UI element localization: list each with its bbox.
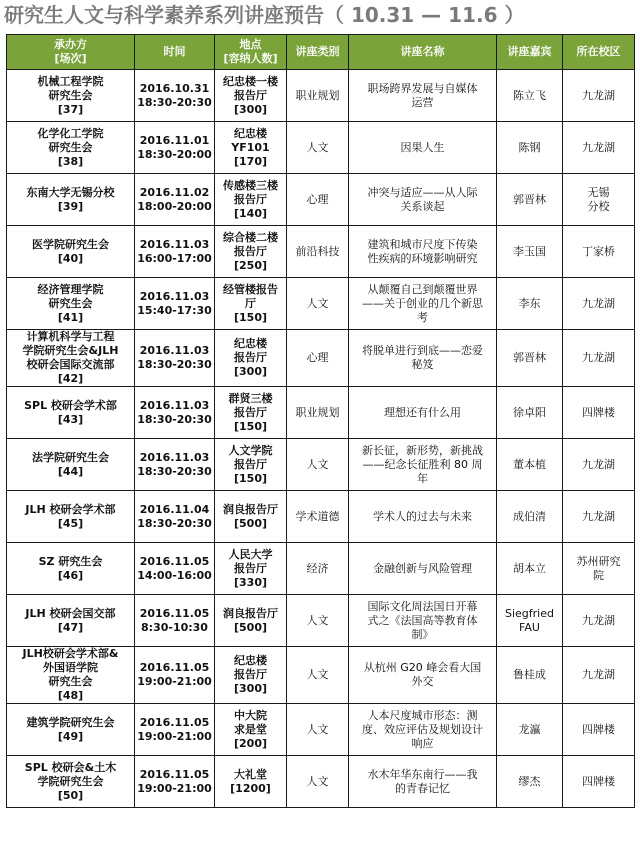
org-cell-line: [48] bbox=[57, 689, 84, 702]
place-cell-line: [500] bbox=[233, 620, 268, 634]
campus-cell-line: 丁家桥 bbox=[582, 244, 615, 258]
campus-cell-line: 九龙湖 bbox=[582, 88, 615, 102]
topic-cell-line: 职场跨界发展与自媒体 bbox=[367, 81, 478, 95]
table-row bbox=[7, 543, 635, 595]
org-cell-line: JLH 校研会学术部 bbox=[25, 502, 116, 516]
campus-cell bbox=[563, 704, 635, 756]
org-cell bbox=[7, 595, 135, 647]
campus-cell-line: 九龙湖 bbox=[582, 140, 615, 154]
time-cell-line: 14:00-16:00 bbox=[137, 568, 212, 582]
topic-cell bbox=[349, 330, 497, 387]
speaker-cell-line: 陈钢 bbox=[518, 140, 541, 154]
category-cell: 心理 bbox=[287, 174, 349, 226]
category-cell: 人文 bbox=[287, 278, 349, 330]
place-cell-line: [250] bbox=[233, 258, 268, 272]
speaker-cell-line: 鲁桂成 bbox=[513, 668, 546, 681]
speaker-cell-line: 郭晋林 bbox=[513, 351, 546, 364]
org-cell-line: 经济管理学院 bbox=[37, 282, 104, 296]
place-cell bbox=[215, 595, 287, 647]
time-cell bbox=[135, 756, 215, 808]
org-cell-line: 东南大学无锡分校 bbox=[26, 185, 115, 199]
org-cell bbox=[7, 756, 135, 808]
topic-cell-line: 金融创新与风险管理 bbox=[373, 561, 472, 575]
org-cell-line: 研究生会 bbox=[48, 88, 93, 102]
topic-cell-line: 关系谈起 bbox=[400, 199, 445, 213]
org-cell-line: 化学化工学院 bbox=[37, 126, 104, 140]
campus-cell-line: 苏州研究 bbox=[576, 554, 621, 568]
org-cell-line: [50] bbox=[57, 788, 84, 802]
speaker-cell bbox=[497, 122, 563, 174]
speaker-cell-line: 董本植 bbox=[513, 457, 546, 471]
time-cell-line: 2016.11.05 bbox=[139, 606, 210, 620]
campus-cell-line: 四牌楼 bbox=[582, 405, 615, 419]
time-cell-line: 2016.11.03 bbox=[139, 450, 210, 464]
table-row bbox=[7, 387, 635, 439]
table-row bbox=[7, 122, 635, 174]
campus-cell-line: 无锡 bbox=[587, 185, 610, 199]
org-cell bbox=[7, 491, 135, 543]
speaker-cell-line: 李东 bbox=[518, 296, 541, 310]
place-cell-line: 报告厅 bbox=[234, 668, 267, 681]
place-cell-line: 求是堂 bbox=[234, 722, 267, 736]
speaker-cell-line: 缪杰 bbox=[518, 774, 541, 788]
speaker-cell-line: Siegfried bbox=[505, 606, 554, 620]
speaker-cell bbox=[497, 174, 563, 226]
place-cell-line: 报告厅 bbox=[234, 351, 267, 364]
time-cell-line: 18:30-20:30 bbox=[137, 464, 212, 478]
speaker-cell-line: 郭晋林 bbox=[513, 192, 546, 206]
category-cell: 学术道德 bbox=[287, 491, 349, 543]
time-cell-line: 2016.11.04 bbox=[139, 502, 210, 516]
speaker-cell-line: 陈立飞 bbox=[513, 88, 546, 102]
org-cell bbox=[7, 70, 135, 122]
category-cell: 人文 bbox=[287, 595, 349, 647]
campus-cell bbox=[563, 330, 635, 387]
campus-cell bbox=[563, 278, 635, 330]
topic-cell bbox=[349, 70, 497, 122]
table-row bbox=[7, 704, 635, 756]
campus-cell bbox=[563, 122, 635, 174]
org-cell-line: [40] bbox=[57, 251, 84, 265]
place-cell-line: 人民大学 bbox=[228, 547, 273, 561]
topic-cell-line: 人本尺度城市形态：测 bbox=[367, 708, 478, 722]
place-cell-line: [150] bbox=[233, 310, 268, 324]
org-cell-line: 研究生会 bbox=[48, 140, 93, 154]
org-cell-line: [46] bbox=[57, 568, 84, 582]
place-cell-line: 大礼堂 bbox=[234, 767, 267, 781]
speaker-cell-line: 成伯清 bbox=[513, 509, 546, 523]
time-cell bbox=[135, 439, 215, 491]
place-cell-line: 润良报告厅 bbox=[223, 606, 278, 620]
org-cell-line: [49] bbox=[57, 729, 84, 743]
topic-cell-line: 从杭州 G20 峰会看大国 bbox=[363, 661, 482, 674]
place-cell bbox=[215, 439, 287, 491]
table-header bbox=[7, 35, 635, 70]
org-cell-line: SPL 校研会&土木 bbox=[24, 760, 117, 774]
time-cell-line: 19:00-21:00 bbox=[137, 675, 212, 688]
topic-cell bbox=[349, 756, 497, 808]
lecture-schedule-table bbox=[6, 34, 635, 808]
org-cell bbox=[7, 174, 135, 226]
place-cell bbox=[215, 543, 287, 595]
time-cell bbox=[135, 647, 215, 704]
time-cell-line: 18:30-20:30 bbox=[137, 95, 212, 109]
org-cell-line: 校研会国际交流部 bbox=[26, 358, 115, 371]
speaker-cell-line: 龙瀛 bbox=[518, 722, 541, 736]
speaker-cell bbox=[497, 756, 563, 808]
topic-cell bbox=[349, 387, 497, 439]
org-cell-line: 研究生会 bbox=[48, 296, 93, 310]
time-cell bbox=[135, 70, 215, 122]
place-cell-line: 纪忠楼 bbox=[234, 337, 267, 350]
org-cell-line: 研究生会 bbox=[48, 675, 93, 688]
place-cell-line: 报告厅 bbox=[234, 192, 267, 206]
topic-cell-line: 将脱单进行到底——恋爱 bbox=[362, 344, 483, 357]
place-cell-line: 润良报告厅 bbox=[223, 502, 278, 516]
speaker-cell bbox=[497, 387, 563, 439]
time-cell bbox=[135, 122, 215, 174]
org-cell-line: [41] bbox=[57, 310, 84, 324]
time-cell-line: 18:30-20:00 bbox=[137, 147, 212, 161]
topic-cell bbox=[349, 122, 497, 174]
time-cell bbox=[135, 491, 215, 543]
speaker-cell bbox=[497, 439, 563, 491]
header-category: 讲座类别 bbox=[287, 35, 349, 70]
table-row bbox=[7, 756, 635, 808]
category-cell: 人文 bbox=[287, 122, 349, 174]
place-cell-line: [150] bbox=[233, 419, 268, 433]
org-cell-line: [38] bbox=[57, 154, 84, 168]
place-cell bbox=[215, 704, 287, 756]
table-row bbox=[7, 491, 635, 543]
table-row bbox=[7, 330, 635, 387]
header-topic: 讲座名称 bbox=[349, 35, 497, 70]
campus-cell bbox=[563, 174, 635, 226]
table-row bbox=[7, 174, 635, 226]
place-cell bbox=[215, 387, 287, 439]
topic-cell-line: 外交 bbox=[411, 675, 434, 688]
topic-cell-line: 学术人的过去与未来 bbox=[373, 509, 472, 523]
campus-cell-line: 九龙湖 bbox=[582, 509, 615, 523]
header-campus: 所在校区 bbox=[563, 35, 635, 70]
time-cell-line: 18:30-20:30 bbox=[137, 412, 212, 426]
time-cell-line: 19:00-21:00 bbox=[137, 781, 212, 795]
topic-cell-line: 从颠覆自己到颠覆世界 bbox=[367, 282, 478, 296]
topic-cell-line: 建筑和城市尺度下传染 bbox=[367, 237, 478, 251]
topic-cell-line: 制》 bbox=[411, 627, 434, 641]
place-cell-line: 人文学院 bbox=[228, 443, 273, 457]
time-cell-line: 16:00-17:00 bbox=[137, 251, 212, 265]
place-cell-line: 报告厅 bbox=[234, 88, 267, 102]
time-cell-line: 2016.11.03 bbox=[139, 237, 210, 251]
topic-cell-line: 度、效应评估及规划设计 bbox=[362, 722, 483, 736]
place-cell-line: 纪忠楼 bbox=[234, 654, 267, 667]
header-speaker: 讲座嘉宾 bbox=[497, 35, 563, 70]
org-cell-line: [37] bbox=[57, 102, 84, 116]
topic-cell-line: 新长征，新形势，新挑战 bbox=[362, 443, 483, 457]
place-cell-line: 中大院 bbox=[234, 708, 267, 722]
campus-cell-line: 九龙湖 bbox=[582, 457, 615, 471]
place-cell bbox=[215, 122, 287, 174]
time-cell bbox=[135, 330, 215, 387]
place-cell bbox=[215, 491, 287, 543]
speaker-cell-line: 徐卓阳 bbox=[513, 405, 546, 419]
org-cell bbox=[7, 704, 135, 756]
place-cell-line: 报告厅 bbox=[234, 405, 267, 419]
table-row bbox=[7, 70, 635, 122]
header-time: 时间 bbox=[135, 35, 215, 70]
time-cell-line: 18:30-20:30 bbox=[137, 516, 212, 530]
time-cell bbox=[135, 543, 215, 595]
table-body bbox=[7, 70, 635, 808]
org-cell bbox=[7, 122, 135, 174]
topic-cell bbox=[349, 491, 497, 543]
topic-cell-line: 秘笈 bbox=[411, 358, 434, 371]
topic-cell bbox=[349, 595, 497, 647]
place-cell bbox=[215, 330, 287, 387]
place-cell bbox=[215, 174, 287, 226]
speaker-cell bbox=[497, 647, 563, 704]
speaker-cell-line: FAU bbox=[519, 620, 540, 634]
topic-cell-line: 因果人生 bbox=[400, 140, 445, 154]
topic-cell-line: 水木年华东南行——我 bbox=[367, 767, 478, 781]
org-cell-line: 外国语学院 bbox=[43, 661, 98, 674]
category-cell: 前沿科技 bbox=[287, 226, 349, 278]
org-cell bbox=[7, 330, 135, 387]
place-cell-line: [300] bbox=[233, 682, 268, 695]
category-cell: 职业规划 bbox=[287, 70, 349, 122]
campus-cell-line: 四牌楼 bbox=[582, 722, 615, 736]
topic-cell-line: 考 bbox=[417, 310, 428, 324]
org-cell-line: [42] bbox=[57, 372, 84, 385]
place-cell-line: 经管楼报告 bbox=[223, 282, 278, 296]
topic-cell bbox=[349, 278, 497, 330]
time-cell bbox=[135, 595, 215, 647]
speaker-cell-line: 胡本立 bbox=[513, 561, 546, 575]
org-cell-line: [44] bbox=[57, 464, 84, 478]
time-cell-line: 2016.11.03 bbox=[139, 344, 210, 357]
campus-cell-line: 四牌楼 bbox=[582, 774, 615, 788]
place-cell bbox=[215, 756, 287, 808]
place-cell-line: [500] bbox=[233, 516, 268, 530]
table-row bbox=[7, 439, 635, 491]
org-cell bbox=[7, 647, 135, 704]
place-cell-line: 纪忠楼 bbox=[234, 126, 267, 140]
org-cell-line: SPL 校研会学术部 bbox=[24, 398, 117, 412]
place-cell-line: 纪忠楼一楼 bbox=[223, 74, 278, 88]
topic-cell-line: 年 bbox=[417, 471, 428, 485]
speaker-cell bbox=[497, 704, 563, 756]
topic-cell-line: 性疾病的环境影响研究 bbox=[367, 251, 478, 265]
org-cell-line: [47] bbox=[57, 620, 84, 634]
campus-cell bbox=[563, 491, 635, 543]
category-cell: 经济 bbox=[287, 543, 349, 595]
place-cell-line: 报告厅 bbox=[234, 244, 267, 258]
campus-cell-line: 分校 bbox=[587, 199, 610, 213]
campus-cell-line: 九龙湖 bbox=[582, 296, 615, 310]
place-cell bbox=[215, 647, 287, 704]
category-cell: 心理 bbox=[287, 330, 349, 387]
topic-cell-line: ——关于创业的几个新思 bbox=[362, 296, 483, 310]
org-cell bbox=[7, 278, 135, 330]
time-cell-line: 19:00-21:00 bbox=[137, 729, 212, 743]
org-cell bbox=[7, 439, 135, 491]
place-cell-line: 报告厅 bbox=[234, 561, 267, 575]
topic-cell-line: 的青春记忆 bbox=[395, 781, 450, 795]
time-cell-line: 18:30-20:30 bbox=[137, 358, 212, 371]
org-cell-line: JLH校研会学术部& bbox=[22, 647, 119, 660]
campus-cell-line: 九龙湖 bbox=[582, 668, 615, 681]
table-row bbox=[7, 278, 635, 330]
speaker-cell bbox=[497, 330, 563, 387]
campus-cell bbox=[563, 226, 635, 278]
org-cell-line: 法学院研究生会 bbox=[32, 450, 109, 464]
category-cell: 人文 bbox=[287, 647, 349, 704]
header-place: 地点 [容纳人数] bbox=[215, 35, 287, 70]
time-cell-line: 2016.11.02 bbox=[139, 185, 210, 199]
topic-cell bbox=[349, 439, 497, 491]
time-cell-line: 8:30-10:30 bbox=[141, 620, 208, 634]
org-cell bbox=[7, 543, 135, 595]
time-cell bbox=[135, 387, 215, 439]
org-cell-line: JLH 校研会国交部 bbox=[25, 606, 116, 620]
table-row bbox=[7, 226, 635, 278]
speaker-cell bbox=[497, 226, 563, 278]
topic-cell-line: 冲突与适应——从人际 bbox=[367, 185, 478, 199]
place-cell bbox=[215, 226, 287, 278]
time-cell bbox=[135, 704, 215, 756]
time-cell-line: 2016.10.31 bbox=[139, 81, 210, 95]
page-title: 研究生人文与科学素养系列讲座预告（ 10.31 — 11.6 ） bbox=[4, 3, 525, 27]
speaker-cell bbox=[497, 543, 563, 595]
place-cell-line: [300] bbox=[233, 365, 268, 378]
org-cell-line: [45] bbox=[57, 516, 84, 530]
org-cell-line: 机械工程学院 bbox=[37, 74, 104, 88]
header-org: 承办方 [场次] bbox=[7, 35, 135, 70]
topic-cell bbox=[349, 647, 497, 704]
topic-cell-line: 响应 bbox=[411, 736, 434, 750]
time-cell bbox=[135, 226, 215, 278]
place-cell-line: 综合楼二楼 bbox=[223, 230, 278, 244]
campus-cell-line: 院 bbox=[593, 568, 604, 582]
org-cell-line: [39] bbox=[57, 199, 84, 213]
topic-cell-line: 国际文化周法国日开幕 bbox=[367, 599, 478, 613]
topic-cell bbox=[349, 704, 497, 756]
place-cell-line: 传感楼三楼 bbox=[223, 178, 278, 192]
place-cell-line: YF101 bbox=[231, 140, 270, 154]
org-cell-line: 学院研究生会&JLH bbox=[22, 344, 119, 357]
org-cell-line: 学院研究生会 bbox=[37, 774, 104, 788]
topic-cell bbox=[349, 543, 497, 595]
speaker-cell bbox=[497, 70, 563, 122]
campus-cell-line: 九龙湖 bbox=[582, 613, 615, 627]
time-cell-line: 2016.11.03 bbox=[139, 289, 210, 303]
org-cell-line: 计算机科学与工程 bbox=[26, 330, 115, 343]
time-cell-line: 2016.11.05 bbox=[139, 554, 210, 568]
place-cell-line: 厅 bbox=[245, 296, 256, 310]
time-cell-line: 15:40-17:30 bbox=[137, 303, 212, 317]
campus-cell bbox=[563, 70, 635, 122]
place-cell-line: [170] bbox=[233, 154, 268, 168]
place-cell-line: [1200] bbox=[230, 781, 271, 795]
org-cell-line: SZ 研究生会 bbox=[38, 554, 103, 568]
time-cell-line: 2016.11.05 bbox=[139, 661, 210, 674]
category-cell: 职业规划 bbox=[287, 387, 349, 439]
place-cell-line: [150] bbox=[233, 471, 268, 485]
place-cell-line: [200] bbox=[233, 736, 268, 750]
category-cell: 人文 bbox=[287, 704, 349, 756]
table-row bbox=[7, 647, 635, 704]
topic-cell-line: 理想还有什么用 bbox=[384, 405, 461, 419]
place-cell-line: [330] bbox=[233, 575, 268, 589]
time-cell-line: 2016.11.03 bbox=[139, 398, 210, 412]
time-cell bbox=[135, 174, 215, 226]
speaker-cell-line: 李玉国 bbox=[513, 244, 546, 258]
topic-cell-line: ——纪念长征胜利 80 周 bbox=[362, 457, 483, 471]
place-cell-line: 群贤三楼 bbox=[228, 391, 273, 405]
topic-cell-line: 式之《法国高等教育体 bbox=[367, 613, 478, 627]
time-cell-line: 2016.11.01 bbox=[139, 133, 210, 147]
category-cell: 人文 bbox=[287, 439, 349, 491]
speaker-cell bbox=[497, 491, 563, 543]
place-cell-line: 报告厅 bbox=[234, 457, 267, 471]
org-cell bbox=[7, 226, 135, 278]
campus-cell bbox=[563, 543, 635, 595]
category-cell: 人文 bbox=[287, 756, 349, 808]
place-cell-line: [300] bbox=[233, 102, 268, 116]
time-cell bbox=[135, 278, 215, 330]
place-cell bbox=[215, 278, 287, 330]
table-row bbox=[7, 595, 635, 647]
time-cell-line: 2016.11.05 bbox=[139, 767, 210, 781]
topic-cell bbox=[349, 174, 497, 226]
campus-cell bbox=[563, 756, 635, 808]
speaker-cell bbox=[497, 595, 563, 647]
topic-cell-line: 运营 bbox=[411, 95, 434, 109]
campus-cell bbox=[563, 595, 635, 647]
campus-cell bbox=[563, 647, 635, 704]
time-cell-line: 18:00-20:00 bbox=[137, 199, 212, 213]
place-cell bbox=[215, 70, 287, 122]
campus-cell bbox=[563, 387, 635, 439]
topic-cell bbox=[349, 226, 497, 278]
org-cell-line: 建筑学院研究生会 bbox=[26, 715, 115, 729]
campus-cell bbox=[563, 439, 635, 491]
org-cell bbox=[7, 387, 135, 439]
campus-cell-line: 九龙湖 bbox=[582, 351, 615, 364]
time-cell-line: 2016.11.05 bbox=[139, 715, 210, 729]
place-cell-line: [140] bbox=[233, 206, 268, 220]
org-cell-line: [43] bbox=[57, 412, 84, 426]
org-cell-line: 医学院研究生会 bbox=[32, 237, 109, 251]
speaker-cell bbox=[497, 278, 563, 330]
